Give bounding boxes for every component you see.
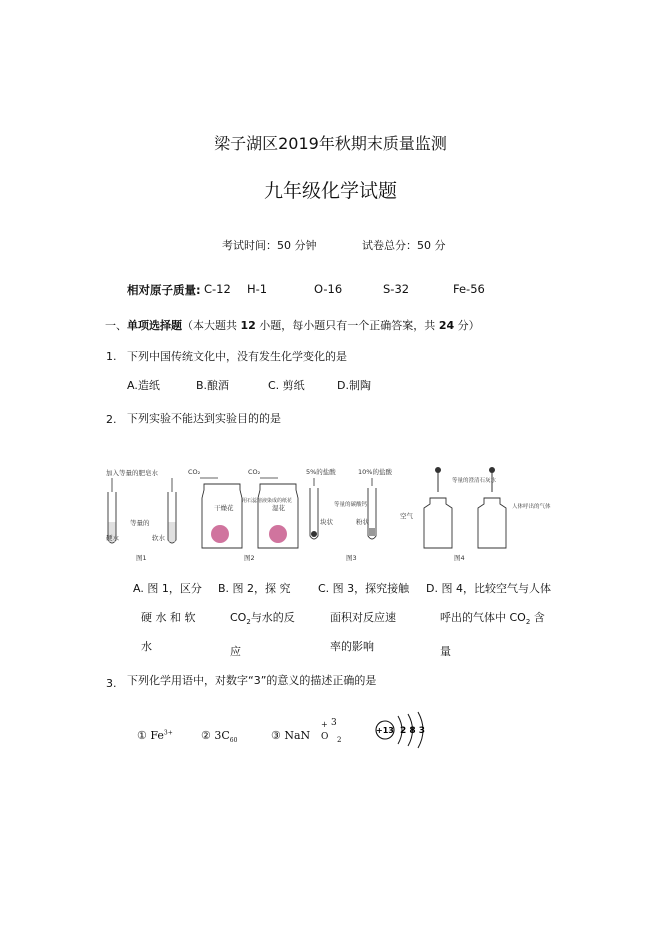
q3-item-3-two: 2 bbox=[337, 736, 342, 744]
exam-title: 梁子湖区2019年秋期末质量监测 bbox=[214, 134, 447, 153]
fig4-air-label: 空气 bbox=[400, 512, 413, 520]
atomic-mass-c: C-12 bbox=[204, 282, 231, 296]
q1-option-b: B.酿酒 bbox=[196, 379, 230, 392]
exam-subtitle: 九年级化学试题 bbox=[263, 180, 397, 202]
atomic-mass-s: S-32 bbox=[383, 282, 410, 296]
fig1-amount-label: 等量的 bbox=[130, 519, 150, 527]
q2-experiment-figure bbox=[100, 462, 551, 570]
fig2-co2-a: CO₂ bbox=[188, 468, 201, 476]
q2-option-d: D. 图 4，比较空气与人体 呼出的气体中 $CO_2$ 含 量 bbox=[426, 582, 551, 659]
q3-item-3-plus: + bbox=[321, 720, 328, 729]
fig1-top-label: 加入等量的肥皂水 bbox=[106, 469, 158, 477]
figure-2 bbox=[188, 468, 298, 562]
q1-option-d: D.制陶 bbox=[337, 379, 371, 392]
q2-option-b: B. 图 2，探 究 $CO_2$与水的反 应 bbox=[218, 582, 295, 659]
atomic-mass-label: 相对原子质量: bbox=[127, 283, 201, 297]
figure-1 bbox=[106, 468, 176, 562]
fig3-acid5: 5%的盐酸 bbox=[306, 468, 336, 476]
fig2-paper-label: 用石蕊溶液染成的纸花 bbox=[242, 498, 293, 504]
fig2-co2-b: CO₂ bbox=[248, 468, 261, 476]
fig1-hard-label: 硬水 bbox=[106, 534, 119, 542]
fig3-block-label: 块状 bbox=[320, 518, 333, 526]
fig3-acid10: 10%的盐酸 bbox=[358, 468, 392, 476]
q3-text: 下列化学用语中，对数字“3”的意义的描述正确的是 bbox=[127, 674, 377, 687]
q2-option-c: C. 图 3，探究接触 面积对反应速 率的影响 bbox=[318, 582, 410, 653]
electron-shells: 2 8 3 bbox=[400, 726, 426, 736]
q3-item-3-o: O bbox=[321, 732, 329, 742]
fig2-dry-label: 干燥花 bbox=[214, 504, 234, 512]
q2-text: 下列实验不能达到实验目的的是 bbox=[127, 412, 281, 425]
fig3-powder-label: 粉状 bbox=[356, 518, 369, 526]
section-heading: 单项选择题（本大题共 12 小题，每小题只有一个正确答案，共 24 分） bbox=[127, 319, 480, 332]
fig3-caco3-label: 等量的碳酸钙 bbox=[334, 502, 368, 508]
exam-time: 考试时间：50 分钟 bbox=[222, 239, 317, 252]
q3-item-1: ① $Fe^{3+}$ bbox=[137, 729, 173, 742]
q3-atom-diagram bbox=[370, 710, 440, 750]
fig2-wet-label: 湿花 bbox=[272, 504, 285, 512]
q2-option-a: A. 图 1，区分 硬 水 和 软 水 bbox=[133, 582, 202, 653]
q1-option-c: C. 剪纸 bbox=[268, 379, 305, 392]
fig4-drops-label: 等量的澄清石灰水 bbox=[452, 478, 497, 484]
atomic-mass-fe: Fe-56 bbox=[453, 282, 485, 296]
q2-number: 2. bbox=[106, 413, 117, 426]
nucleus-charge: +13 bbox=[376, 726, 394, 735]
q3-item-3-three: 3 bbox=[331, 718, 337, 728]
q3-item-2: ② $3C_{60}$ bbox=[201, 729, 238, 745]
q3-number: 3. bbox=[106, 677, 117, 690]
section-number: 一、 bbox=[105, 319, 127, 332]
q1-number: 1. bbox=[106, 350, 117, 363]
atomic-mass-o: O-16 bbox=[314, 282, 343, 296]
atomic-mass-h: H-1 bbox=[247, 282, 268, 296]
q3-item-3: ③ NaN bbox=[271, 729, 311, 742]
q1-option-a: A.造纸 bbox=[127, 379, 160, 392]
fig1-caption: 图1 bbox=[136, 554, 147, 562]
figure-3 bbox=[306, 467, 392, 562]
fig3-caption: 图3 bbox=[346, 554, 357, 562]
fig2-caption: 图2 bbox=[244, 554, 255, 562]
fig4-caption: 图4 bbox=[454, 554, 465, 562]
fig1-soft-label: 软水 bbox=[152, 534, 165, 542]
q1-text: 下列中国传统文化中，没有发生化学变化的是 bbox=[127, 350, 347, 363]
fig4-breath-label: 人体呼出的气体 bbox=[512, 504, 551, 510]
exam-score: 试卷总分：50 分 bbox=[362, 239, 446, 252]
figure-4 bbox=[400, 467, 551, 562]
